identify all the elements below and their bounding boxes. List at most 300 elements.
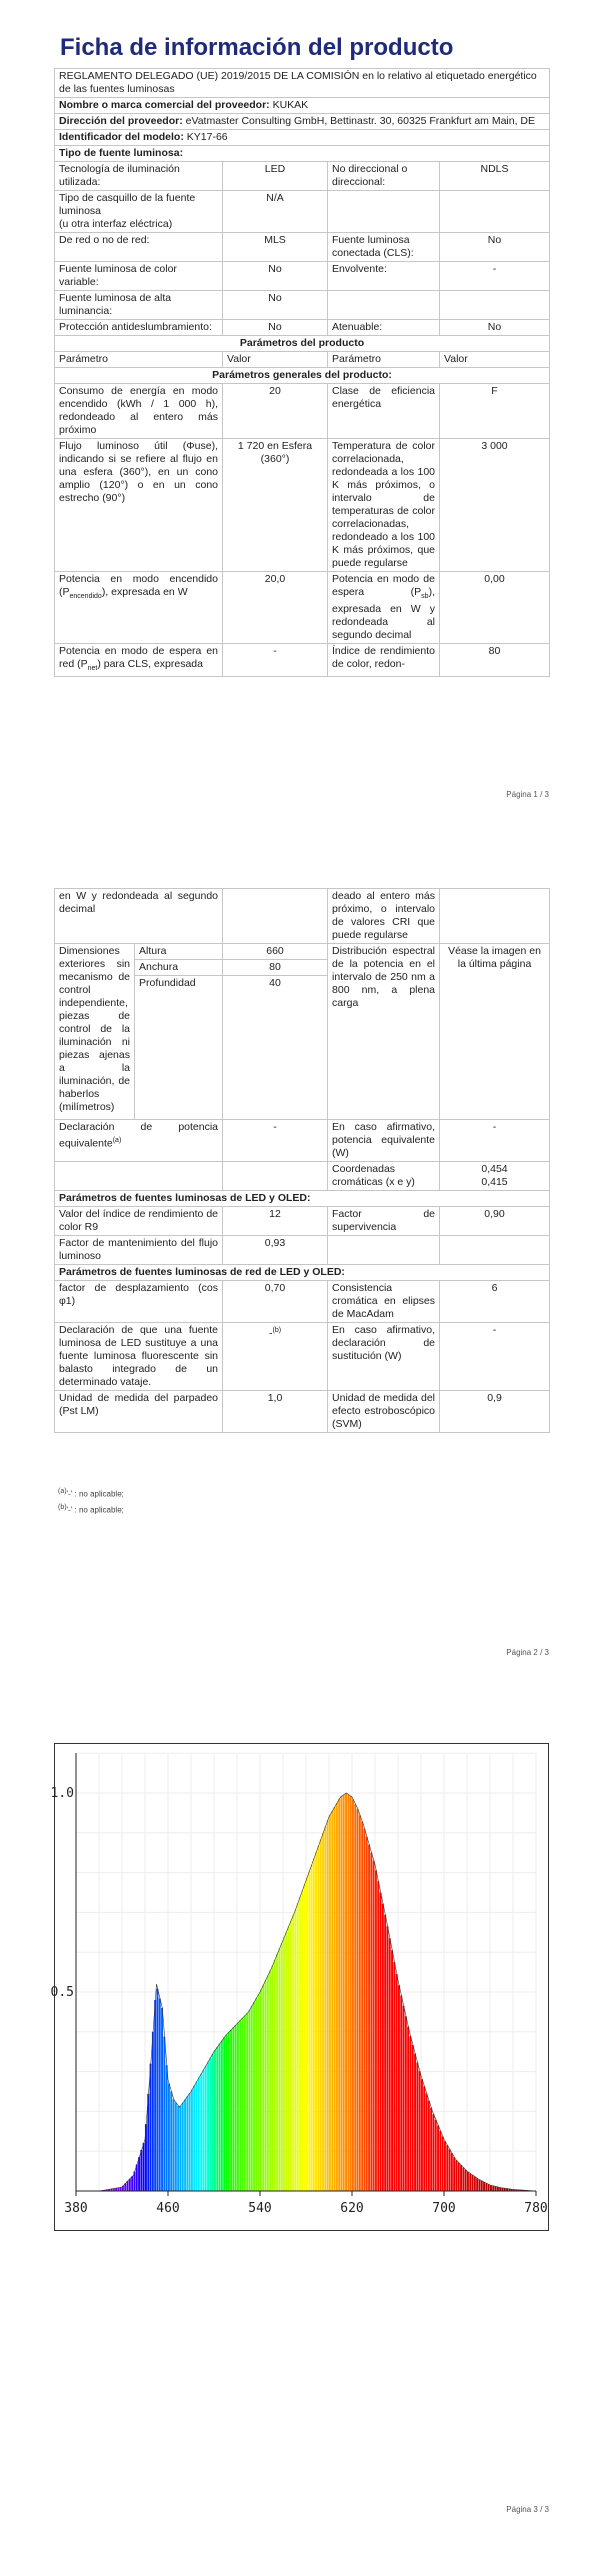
spectrum-bar [485,2183,487,2191]
spectrum-bar [191,2090,193,2191]
spectrum-bar [276,1954,278,2191]
r9-label: Valor del índice de rendimiento de color R9 [55,1207,223,1236]
spectrum-bar [120,2187,122,2191]
x-tick-label: 540 [248,2201,272,2216]
r9-row [55,1207,550,1236]
spectrum-bar [359,1815,361,2191]
cri-value: 80 [440,644,550,677]
page-1 [0,0,603,830]
spectrum-bar [189,2093,191,2191]
width-value: 80 [223,960,328,976]
spectrum-bar [430,2108,432,2191]
spectrum-bar [299,1896,301,2191]
spectrum-bar [161,2008,163,2191]
cri-label-cont: deado al entero más próximo, o intervalo de valores CRI que puede regularse [328,889,440,944]
model-label: Identificador del modelo: [59,131,184,143]
high-luminance-label: Fuente luminosa de alta luminancia: [55,291,223,320]
cap-value: N/A [223,191,328,233]
power-on-value: 20,0 [223,572,328,644]
chromaticity-y: 0,415 [481,1176,508,1188]
spectrum-bar [163,2037,165,2191]
displacement-row [55,1281,550,1323]
spectrum-bar [159,1998,161,2191]
flux-row [55,439,550,572]
spectrum-bar [260,1990,262,2191]
flicker-value: 1,0 [223,1391,328,1433]
source-type-heading-row [55,146,550,162]
spectrum-bar [170,2092,172,2192]
spectrum-bar [361,1822,363,2191]
product-info-table [54,68,550,677]
lumen-maintenance-row [55,1236,550,1265]
x-tick-label: 620 [340,2201,364,2216]
spectrum-bar [311,1865,313,2191]
equivalent-label: Declaración de potencia equivalente [59,1121,219,1150]
spectrum-bar [129,2179,131,2191]
spectrum-bar [290,1921,292,2191]
spectrum-bar [366,1837,368,2191]
spectrum-bar [219,2044,221,2191]
spectrum-bar [221,2041,223,2191]
spectrum-bar [403,2006,405,2191]
spectrum-bar [253,2002,255,2191]
spectrum-bar [297,1903,299,2191]
dimensions-row [55,944,550,960]
replacement-power-label: En caso afirmativo, declaración de sustitución (W) [328,1323,440,1391]
cls-label: Fuente luminosa conectada (CLS): [328,233,440,262]
spectrum-bar [423,2086,425,2191]
depth-label: Profundidad [135,976,223,1120]
flux-label: Flujo luminoso útil (Φuse), indicando si se refiere al flujo en una esfera (360°), en un cono amplio (120°) o en un cono estrecho (90°) [55,439,223,572]
spectrum-bar [322,1833,324,2191]
tech-value: LED [223,162,328,191]
spectrum-bar [488,2184,490,2191]
spectrum-bar [495,2186,497,2191]
spectrum-bar [384,1915,386,2191]
spectrum-bar [313,1858,315,2191]
spectrum-bar [433,2114,435,2191]
spectrum-bar [193,2086,195,2191]
spectrum-bar [442,2136,444,2191]
standby-subscript: sb [421,593,429,601]
envelope-value: - [440,262,550,291]
spectrum-bar [370,1853,372,2191]
spectrum-bar [462,2168,464,2191]
product-info-table-continued [54,888,550,1433]
spectrum-bar [377,1881,379,2191]
spectrum-bar [226,2035,228,2191]
spectrum-bar [138,2157,140,2191]
regulation-text: REGLAMENTO DELEGADO (UE) 2019/2015 DE LA COMISIÓN en lo relativo al etiquetado energético de las fuentes luminosas [55,69,550,98]
spectrum-bar [483,2182,485,2191]
net-standby-cont-row [55,889,550,944]
page-3 [0,1685,603,2560]
spectrum-bar [373,1861,375,2191]
cct-value: 3 000 [440,439,550,572]
displacement-value: 0,70 [223,1281,328,1323]
spectrum-bar [184,2099,186,2191]
spectrum-bar [246,2013,248,2191]
spectrum-bar [451,2153,453,2191]
power-on-label-end: ), expresada en W [101,586,188,598]
equivalent-value: - [223,1120,328,1162]
page-number: Página 3 / 3 [506,2505,549,2514]
col-value-header-2: Valor [440,352,550,368]
spectrum-bar [331,1811,333,2191]
spectrum-bar [426,2093,428,2191]
spectrum-bar [476,2178,478,2191]
equivalent-footnote-mark: (a) [112,1137,122,1144]
spectrum-bar [182,2103,184,2191]
displacement-label: factor de desplazamiento (cos φ1) [55,1281,223,1323]
spectrum-bar [334,1807,336,2191]
x-tick-label: 700 [432,2201,456,2216]
spectrum-bar [127,2181,129,2191]
y-tick-label: 1.0 [50,1786,74,1801]
spectrum-bar [456,2160,458,2191]
spectrum-bar [244,2015,246,2191]
spectrum-bar [446,2145,448,2191]
spectrum-bar [329,1815,331,2191]
spectrum-bar [175,2103,177,2191]
replacement-footnote-mark: (b) [272,1327,282,1334]
col-value-header: Valor [223,352,328,368]
spectrum-bar [237,2023,239,2191]
spectrum-bar [304,1884,306,2191]
address-value: eVatmaster Consulting GmbH, Bettinastr. 30, 60325 Frankfurt am Main, DE [185,115,536,127]
cct-label: Temperatura de color correlacionada, redondeada a los 100 K más próximos, o intervalo de temperaturas de color correlacionadas, redondeado a los 100 K más próximos, que puede regularse [328,439,440,572]
spectrum-bar [177,2106,179,2191]
spectrum-bar [281,1943,283,2191]
envelope-label: Envolvente: [328,262,440,291]
column-header-row [55,352,550,368]
footnote-a-text: '-' : no aplicable; [66,1489,124,1499]
power-on-row [55,572,550,644]
spectrum-bar [465,2170,467,2191]
spectral-power-chart [50,1743,549,2231]
model-row [55,130,550,146]
spectrum-bar [207,2062,209,2191]
spectrum-bar [469,2173,471,2191]
footnote-b-text: '-' : no aplicable; [66,1505,124,1515]
spectrum-bar [343,1795,345,2191]
params-heading-row [55,336,550,352]
spectrum-bar [327,1820,329,2191]
net-standby-label-cont: en W y redondeada al segundo decimal [55,889,223,944]
led-heading-row [55,1191,550,1207]
spectrum-bar [255,1998,257,2191]
supplier-label: Nombre o marca comercial del proveedor: [59,99,270,111]
antiglare-value: No [223,320,328,336]
spectrum-bar [479,2180,481,2191]
spectrum-bar [262,1985,264,2191]
spectrum-bar [375,1870,377,2191]
page-2 [0,830,603,1685]
spectrum-bar [200,2074,202,2191]
spectrum-bar [140,2150,142,2191]
depth-value: 40 [223,976,328,1120]
spectrum-bar [117,2188,119,2191]
supplier-value: KUKAK [272,99,309,111]
high-luminance-value: No [223,291,328,320]
spectrum-bar [407,2027,409,2191]
tech-label: Tecnología de iluminación utilizada: [55,162,223,191]
spectrum-bar [416,2062,418,2191]
cls-value: No [440,233,550,262]
spectrum-bar [249,2010,251,2191]
spectrum-bar [497,2187,499,2191]
spectrum-bar [242,2018,244,2191]
spectrum-bar [308,1871,310,2191]
spectrum-bar [364,1829,366,2191]
led-heading: Parámetros de fuentes luminosas de LED y OLED: [55,1191,550,1207]
antiglare-label: Protección antideslumbramiento: [55,320,223,336]
spectrum-bar [472,2175,474,2191]
spectrum-bar [382,1904,384,2191]
mains-led-heading-row [55,1265,550,1281]
spectrum-bar [168,2084,170,2191]
spectrum-bar [285,1932,287,2191]
spectrum-bar [180,2106,182,2191]
spectrum-bar [368,1845,370,2191]
spectrum-bar [398,1985,400,2191]
spectrum-bar [196,2082,198,2191]
height-value: 660 [223,944,328,960]
lumen-maintenance-value: 0,93 [223,1236,328,1265]
spectrum-bar [474,2177,476,2191]
spectrum-bar [272,1965,274,2191]
spectrum-bar [324,1826,326,2191]
footnote-b [58,1504,124,1515]
lumen-maintenance-label: Factor de mantenimiento del flujo luminoso [55,1236,223,1265]
spectrum-bar [150,2064,152,2191]
macadam-value: 6 [440,1281,550,1323]
spectrum-bar [419,2071,421,2191]
spectrum-bar [269,1971,271,2191]
macadam-label: Consistencia cromática en elipses de MacAdam [328,1281,440,1323]
spectrum-bar [460,2165,462,2191]
dimmable-label: Atenuable: [328,320,440,336]
spectrum-bar [435,2120,437,2191]
col-param-header-2: Parámetro [328,352,440,368]
color-tunable-row [55,262,550,291]
mains-value: MLS [223,233,328,262]
x-tick-label: 780 [524,2201,548,2216]
efficiency-class-label: Clase de eficiencia energética [328,384,440,439]
width-label: Anchura [135,960,223,976]
tech-row [55,162,550,191]
flicker-row [55,1391,550,1433]
net-standby-subscript: net [87,665,98,673]
energy-value: 20 [223,384,328,439]
spectrum-bar [396,1974,398,2191]
address-row [55,114,550,130]
spectrum-bar [152,2032,154,2191]
spectral-label: Distribución espectral de la potencia en el intervalo de 250 nm a 800 nm, a plena carga [328,944,440,1120]
document-title: Ficha de información del producto [60,34,454,61]
power-on-subscript: encendido [69,593,102,601]
spectrum-bar [198,2078,200,2191]
spectrum-bar [230,2030,232,2191]
spectrum-bar [400,1996,402,2191]
general-heading: Parámetros generales del producto: [55,368,550,384]
spectrum-bar [136,2164,138,2191]
equivalent-power-label: En caso afirmativo, potencia equivalente (W) [328,1120,440,1162]
spectrum-bar [209,2058,211,2191]
standby-label-end: ), expresada en W y redondeada al segundo decimal [332,586,435,642]
spectrum-bar [320,1839,322,2191]
params-heading: Parámetros del producto [55,336,550,352]
replacement-label: Declaración de que una fuente luminosa de LED sustituye a una fuente luminosa fluorescente sin balasto integrado de un determinado vataje. [55,1323,223,1391]
address-label: Dirección del proveedor: [59,115,183,127]
net-standby-label: Potencia en modo de espera en red (P [59,645,218,671]
x-tick-label: 380 [64,2201,88,2216]
spectrum-bar [283,1937,285,2191]
cri-label: Índice de rendimiento de color, redon- [328,644,440,677]
spectrum-bar [154,2000,156,2191]
spectrum-bar [467,2172,469,2191]
mains-row [55,233,550,262]
spectrum-bar [492,2186,494,2191]
footnote-a [58,1488,124,1499]
spectrum-bar [214,2050,216,2191]
chromaticity-x: 0,454 [481,1163,508,1175]
spectrum-bar [357,1809,359,2191]
spectrum-bar [239,2020,241,2191]
spectrum-bar [481,2181,483,2191]
general-heading-row [55,368,550,384]
model-value: KY17-66 [186,131,228,143]
net-standby-value: - [223,644,328,677]
spectrum-bar [449,2149,451,2191]
net-standby-row [55,644,550,677]
net-standby-label-end: ) para CLS, expresada [97,658,203,671]
spectrum-bar [186,2096,188,2191]
spectrum-bar [301,1890,303,2191]
spectrum-bar [347,1795,349,2191]
spectrum-bar [393,1962,395,2191]
high-luminance-row [55,291,550,320]
spectrum-bar [499,2188,501,2191]
spectrum-bar [458,2163,460,2191]
stroboscopic-value: 0,9 [440,1391,550,1433]
color-tunable-label: Fuente luminosa de color variable: [55,262,223,291]
spectrum-bar [345,1793,347,2191]
spectrum-bar [354,1804,356,2191]
col-param-header: Parámetro [55,352,223,368]
spectrum-bar [278,1949,280,2191]
energy-label: Consumo de energía en modo encendido (kWh / 1 000 h), redondeado al entero más próximo [55,384,223,439]
spectrum-bar [223,2037,225,2191]
standby-label: Potencia en modo de espera (P [332,573,435,598]
dimmable-value: No [440,320,550,336]
mains-label: De red o no de red: [55,233,223,262]
energy-row [55,384,550,439]
spectrum-bar [267,1975,269,2191]
spectrum-bar [350,1796,352,2191]
spectrum-bar [439,2131,441,2191]
spectrum-bar [341,1796,343,2191]
spectrum-bar [352,1799,354,2191]
equivalent-power-row [55,1120,550,1162]
antiglare-row [55,320,550,336]
spectrum-bar [437,2125,439,2191]
replacement-value: - [268,1327,273,1340]
spectrum-bar [166,2065,168,2191]
spectrum-bar [410,2036,412,2191]
color-tunable-value: No [223,262,328,291]
supplier-row [55,98,550,114]
chromaticity-row [55,1162,550,1191]
spectrum-bar [205,2066,207,2191]
nondir-label: No direccional o direccional: [328,162,440,191]
spectrum-bar [235,2025,237,2191]
spectrum-bar [288,1926,290,2191]
spectrum-bar [490,2185,492,2191]
nondir-value: NDLS [440,162,550,191]
survival-value: 0,90 [440,1207,550,1236]
cap-row [55,191,550,233]
y-tick-label: 0.5 [50,1985,74,2000]
spectrum-bar [380,1893,382,2192]
spectrum-bar [295,1909,297,2191]
cap-label: Tipo de casquillo de la fuente luminosa [59,192,196,217]
spectrum-bar [428,2101,430,2191]
spectrum-bar [157,1989,159,2191]
spectrum-bar [216,2047,218,2191]
replacement-row [55,1323,550,1391]
spectrum-bar [387,1926,389,2191]
stroboscopic-label: Unidad de medida del efecto estroboscópico (SVM) [328,1391,440,1433]
spectrum-bar [318,1846,320,2191]
spectrum-bar [258,1994,260,2191]
spectrum-bar [251,2006,253,2191]
spectrum-bar [444,2141,446,2191]
spectrum-bar [306,1877,308,2191]
survival-label: Factor de supervivencia [328,1207,440,1236]
spectrum-bar [412,2045,414,2191]
footnote-b-mark: (b) [58,1504,67,1511]
spectrum-bar [228,2032,230,2191]
spectrum-bar [274,1960,276,2191]
flicker-label: Unidad de medida del parpadeo (Pst LM) [55,1391,223,1433]
regulation-row [55,69,550,98]
spectrum-bar [173,2099,175,2191]
spectrum-bar [391,1950,393,2191]
replacement-power-value: - [440,1323,550,1391]
efficiency-class-value: F [440,384,550,439]
mains-led-heading: Parámetros de fuentes luminosas de red de LED y OLED: [55,1265,550,1281]
cap-label-note: (u otra interfaz eléctrica) [59,218,173,230]
spectrum-bar [414,2054,416,2191]
spectrum-bar [421,2079,423,2191]
equivalent-power-value: - [440,1120,550,1162]
chromaticity-label: Coordenadas cromáticas (x e y) [328,1162,440,1191]
spectrum-bar [453,2157,455,2191]
flux-value: 1 720 en Esfera (360°) [223,439,328,572]
standby-value: 0,00 [440,572,550,644]
dimensions-label: Dimensiones exteriores sin mecanismo de control independiente, piezas de control de la iluminación ni piezas ajenas a la iluminación, de haberlos (milímetros) [55,944,135,1120]
spectrum-bar [232,2027,234,2191]
x-tick-label: 460 [156,2201,180,2216]
footnote-a-mark: (a) [58,1488,67,1495]
spectrum-bar [315,1852,317,2191]
spectral-value: Véase la imagen en la última página [440,944,550,1120]
spectrum-bar [336,1803,338,2191]
spectrum-bar [338,1799,340,2191]
r9-value: 12 [223,1207,328,1236]
power-on-label: Potencia en modo encendido (P [59,573,218,598]
